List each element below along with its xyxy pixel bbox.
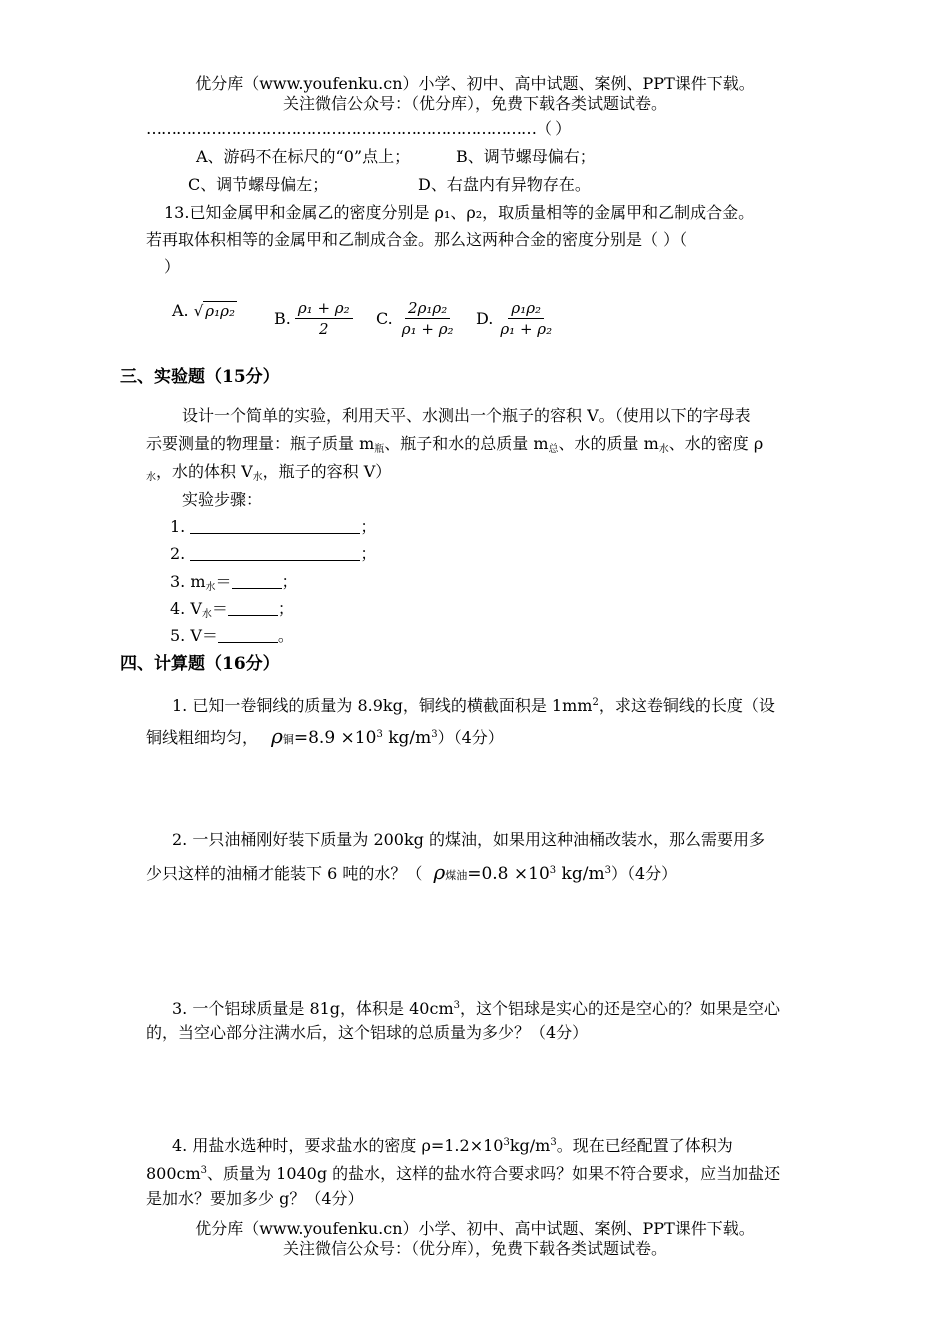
q13-option-d-denominator: ρ₁ + ρ₂: [500, 320, 553, 338]
p2-formula-unit-exp: 3: [604, 865, 611, 876]
p1-formula-value: =8.9 ×10: [293, 728, 377, 748]
copper-density-formula: ρ铜$=8.9 \times 10^3$ $kg/m^3$: [271, 724, 438, 748]
step-4-equals: ＝: [211, 599, 228, 618]
q12-dots: [146, 118, 570, 140]
p4-sup-3: 3: [200, 1165, 208, 1176]
section-3-title: 三、实验题（15分）: [120, 367, 280, 387]
q12-option-a: A、游码不在标尺的“0”点上；: [196, 147, 411, 166]
intro-sub-bottle: 瓶: [374, 444, 385, 455]
q13-option-a: [172, 300, 237, 322]
intro-sub-water: 水: [658, 444, 669, 455]
p1-formula-exp: 3: [376, 729, 383, 740]
q13-option-b: [274, 298, 353, 339]
problem-2-line-2: [146, 860, 677, 887]
problem-4-line-2: [146, 1160, 780, 1185]
problem-4-line-1: [172, 1132, 733, 1157]
p4-text-e: 、质量为 1040g 的盐水，这样的盐水符合要求吗？如果不符合要求，应当加盐还: [207, 1164, 781, 1183]
problem-1-line-2: [146, 724, 504, 751]
step-2-semicolon: ；: [360, 544, 377, 563]
q13-option-a-radicand: ρ₁ρ₂: [205, 302, 235, 320]
intro-text-d: 、水的密度 ρ: [668, 434, 764, 453]
intro-sub-water-density: 水: [146, 472, 156, 483]
section-3-intro-line-1: 设计一个简单的实验，利用天平、水测出一个瓶子的容积 V。（使用以下的字母表: [182, 406, 751, 425]
step-1-semicolon: ；: [360, 517, 377, 536]
step-3-semicolon: ；: [281, 572, 298, 591]
q12-option-c: C、调节螺母偏左；: [188, 175, 329, 194]
step-3: [170, 571, 298, 599]
p1-text-b: ，求这卷铜线的长度（设: [598, 696, 775, 715]
header-line-1: 优分库（www.youfenku.cn）小学、初中、高中试题、案例、PPT课件下载。: [195, 74, 755, 93]
step-3-label: 3. m: [170, 572, 206, 591]
q13-option-b-label: B.: [274, 308, 291, 328]
step-1-label: 1.: [170, 517, 186, 536]
q13-option-a-sqrt: √ ρ₁ρ₂: [193, 302, 235, 320]
step-4-sub: 水: [201, 609, 212, 620]
p1-formula-sub: 铜: [282, 733, 294, 746]
p3-text-b: ，这个铝球是实心的还是空心的？如果是空心: [460, 999, 781, 1018]
q13-option-c: [376, 298, 457, 339]
p4-text-d: 800cm: [146, 1164, 201, 1183]
step-5-period: 。: [277, 626, 294, 645]
step-5: [170, 625, 294, 647]
p2-score: ）（4分）: [610, 864, 678, 883]
step-2-label: 2.: [170, 544, 186, 563]
q13-option-d-label: D.: [476, 308, 494, 328]
q13-option-c-numerator: 2ρ₁ρ₂: [405, 298, 450, 319]
q13-line-1: 13.已知金属甲和金属乙的密度分别是 ρ₁、ρ₂，取质量相等的金属甲和乙制成合金。: [164, 203, 755, 222]
kerosene-density-formula: ρ煤油$=0.8 \times 10^3$ $kg/m^3$: [433, 860, 611, 884]
intro-text-c: 、水的质量 m: [558, 434, 659, 453]
q12-dot-leader: ……………………………………………………………………: [146, 119, 536, 138]
p4-text-c: 。现在已经配置了体积为: [556, 1136, 733, 1155]
q13-option-b-fraction: [295, 298, 353, 339]
problem-1-line-1: [172, 692, 775, 717]
step-5-label: 5. V＝: [170, 626, 218, 645]
step-2: [170, 543, 376, 565]
p2-formula-exp: 3: [549, 865, 557, 876]
p1-score: ）（4分）: [437, 728, 504, 747]
step-4-semicolon: ；: [277, 599, 294, 618]
p4-text-b: kg/m: [509, 1136, 551, 1155]
q13-option-d-numerator: ρ₁ρ₂: [508, 298, 544, 319]
q12-answer-paren: （ ）: [536, 119, 571, 138]
p1-text-a: 1. 已知一卷铜线的质量为 8.9kg，铜线的横截面积是 1mm: [172, 696, 593, 715]
p4-sup-1: 3: [503, 1137, 510, 1148]
q13-option-c-denominator: ρ₁ + ρ₂: [401, 320, 454, 338]
header-line-2: 关注微信公众号：（优分库），免费下载各类试题试卷。: [282, 94, 667, 113]
p1-formula-unit: kg/m: [382, 728, 432, 748]
footer-line-2: 关注微信公众号：（优分库），免费下载各类试题试卷。: [282, 1239, 667, 1258]
q12-option-d: D、右盘内有异物存在。: [418, 175, 591, 194]
intro-sub-total: 总: [548, 444, 559, 455]
p2-formula-sub: 煤油: [445, 869, 468, 882]
step-1-blank[interactable]: [190, 517, 360, 534]
q13-option-c-fraction: [399, 298, 457, 339]
q13-option-d: [476, 298, 555, 339]
steps-label: 实验步骤：: [182, 490, 263, 509]
problem-2-line-1: 2. 一只油桶刚好装下质量为 200kg 的煤油，如果用这种油桶改装水，那么需要用多: [172, 830, 766, 849]
intro-sub-water-volume: 水: [252, 472, 263, 483]
intro-text-f: ，瓶子的容积 V）: [262, 462, 392, 481]
intro-text-a: 示要测量的物理量：瓶子质量 m: [146, 434, 375, 453]
q13-option-a-label: A.: [172, 301, 189, 320]
p2-formula-unit: kg/m: [556, 864, 605, 884]
step-4: [170, 598, 294, 626]
p4-sup-2: 3: [550, 1137, 557, 1148]
step-3-sub: 水: [205, 582, 216, 593]
q12-option-b: B、调节螺母偏右；: [456, 147, 596, 166]
p2-formula-value: =0.8 ×10: [467, 864, 550, 884]
step-3-equals: ＝: [215, 572, 232, 591]
p1-text-c: 铜线粗细均匀，: [146, 728, 259, 747]
p3-sup: 3: [453, 1000, 460, 1011]
problem-3-line-2: 的，当空心部分注满水后，这个铝球的总质量为多少？（4分）: [146, 1023, 589, 1042]
footer-line-1: 优分库（www.youfenku.cn）小学、初中、高中试题、案例、PPT课件下载。: [195, 1219, 755, 1238]
intro-text-b: 、瓶子和水的总质量 m: [384, 434, 549, 453]
step-1: [170, 516, 376, 538]
p2-text: 少只这样的油桶才能装下 6 吨的水？（: [146, 864, 423, 883]
problem-3-line-1: [172, 995, 780, 1020]
q13-option-c-label: C.: [376, 308, 393, 328]
step-4-label: 4. V: [170, 599, 202, 618]
p4-text-a: 4. 用盐水选种时，要求盐水的密度 ρ=1.2×10: [172, 1136, 504, 1155]
intro-text-e: ，水的体积 V: [156, 462, 253, 481]
step-4-blank[interactable]: [228, 599, 278, 616]
q13-line-3: ）: [164, 257, 181, 276]
q13-line-2: 若再取体积相等的金属甲和乙制成合金。那么这两种合金的密度分别是（ ）（: [146, 230, 688, 249]
step-3-blank[interactable]: [232, 572, 282, 589]
problem-4-line-3: 是加水？要加多少 g？（4分）: [146, 1189, 364, 1208]
q13-option-b-denominator: 2: [318, 320, 329, 338]
q13-option-b-numerator: ρ₁ + ρ₂: [295, 298, 353, 319]
section-3-intro-line-2: [146, 433, 763, 461]
step-2-blank[interactable]: [190, 544, 360, 561]
step-5-blank[interactable]: [218, 626, 278, 643]
section-3-intro-line-3: [146, 461, 391, 489]
q13-option-d-fraction: [497, 298, 555, 339]
section-4-title: 四、计算题（16分）: [120, 654, 280, 674]
p3-text-a: 3. 一个铝球质量是 81g，体积是 40cm: [172, 999, 454, 1018]
p1-sup: 2: [592, 697, 599, 708]
p1-formula-unit-exp: 3: [431, 729, 438, 740]
